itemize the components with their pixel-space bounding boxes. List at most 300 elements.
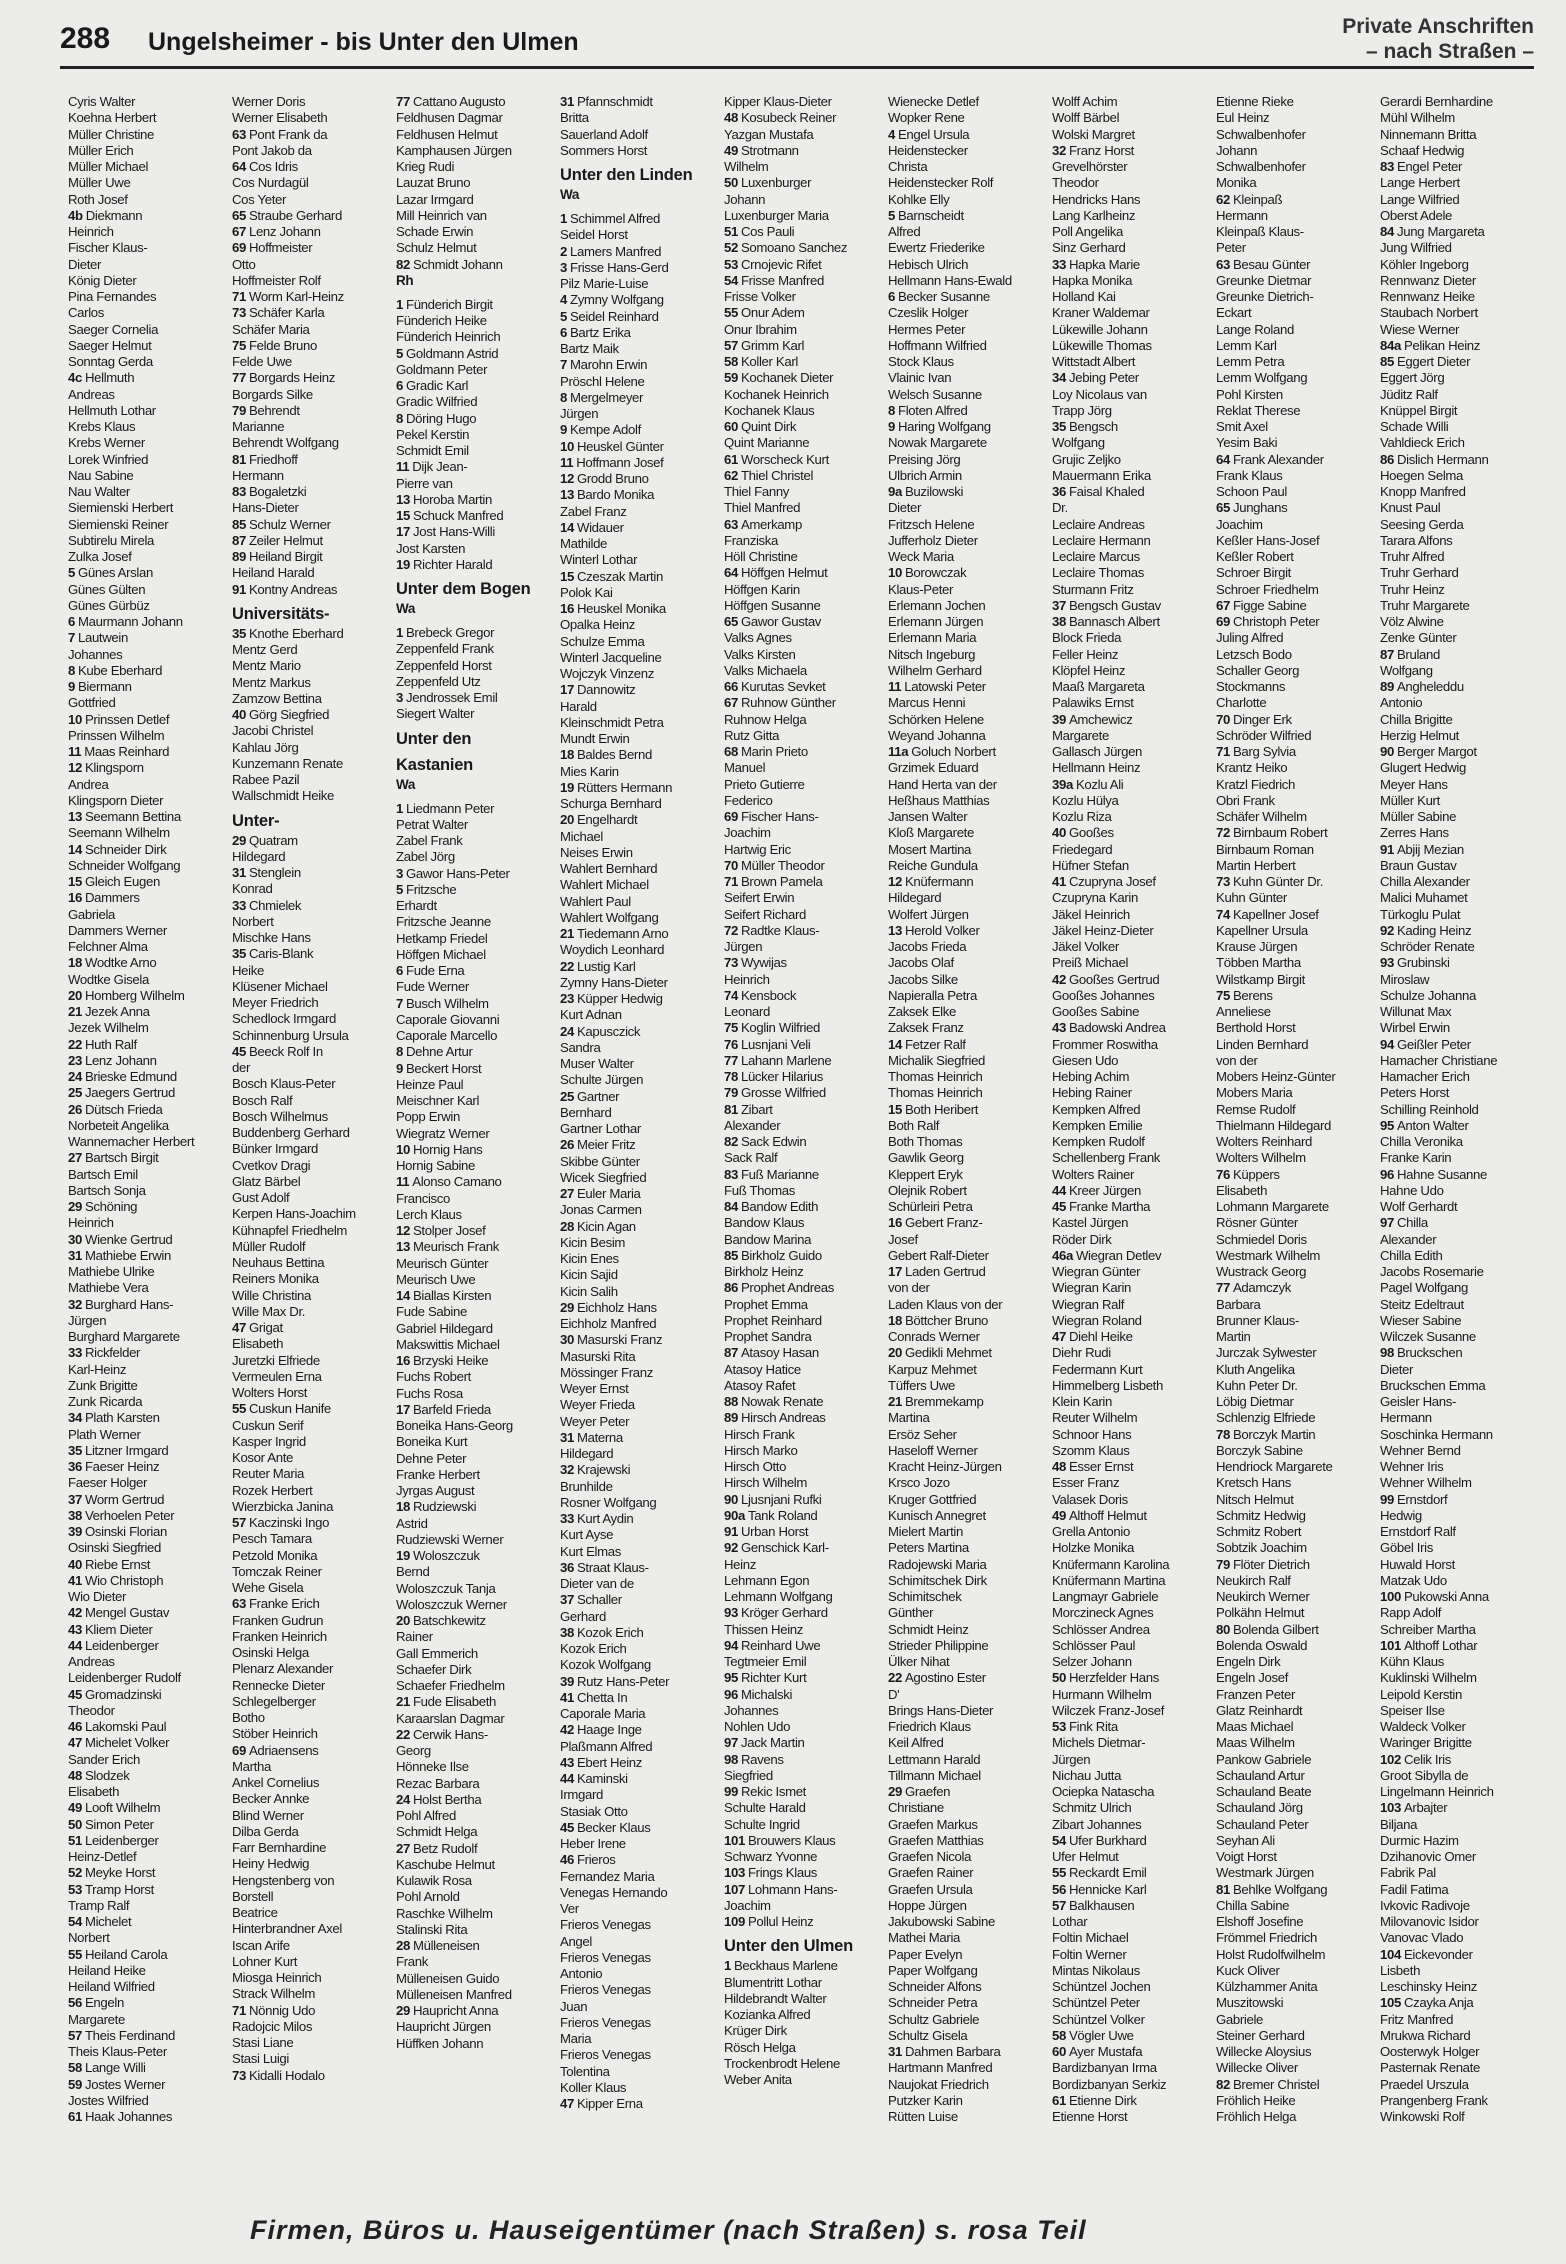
resident-name: Frisse Hans-Gerd — [569, 259, 669, 275]
resident-name: Ersöz Seher — [888, 1426, 957, 1442]
resident-name: Schauland Jörg — [1216, 1800, 1303, 1816]
house-number: 11 — [888, 679, 902, 694]
house-number: 69 — [1216, 614, 1230, 629]
house-number: 9 — [888, 419, 895, 434]
resident-name: Eul Heinz — [1216, 110, 1270, 126]
resident-name: Kleinpaß Klaus- — [1216, 224, 1304, 239]
resident-name: Stenglein — [248, 865, 301, 880]
resident-entry — [888, 305, 1048, 321]
resident-entry — [396, 1386, 556, 1402]
resident-name: Barfeld Frieda — [412, 1401, 491, 1417]
house-number: 45 — [560, 1819, 574, 1835]
resident-name: Wolff Bärbel — [1052, 110, 1120, 126]
resident-entry — [1052, 565, 1212, 581]
house-number: 19 — [560, 779, 574, 795]
resident-entry — [1052, 1427, 1212, 1443]
resident-name: Kröger Gerhard — [740, 1605, 828, 1621]
resident-entry — [560, 1170, 720, 1186]
resident-name: Tolentina — [560, 2063, 610, 2079]
resident-entry — [1216, 1979, 1376, 1995]
resident-entry — [560, 2047, 720, 2063]
resident-name: Schade Erwin — [396, 224, 474, 239]
resident-entry — [68, 1638, 228, 1654]
resident-entry — [724, 1118, 884, 1134]
house-number: 52 — [68, 1865, 82, 1881]
resident-name: Riebe Ernst — [84, 1556, 151, 1572]
house-number: 47 — [560, 2096, 574, 2111]
resident-name: Grzimek Eduard — [888, 760, 979, 776]
resident-name: Weyer Frieda — [560, 1397, 635, 1413]
house-number: 15 — [888, 1101, 902, 1117]
resident-entry — [560, 1982, 720, 1998]
resident-name: Wolters Horst — [232, 1385, 308, 1400]
resident-name: Grodd Bruno — [576, 471, 649, 486]
resident-entry — [232, 930, 392, 946]
resident-name: Homberg Wilhelm — [84, 987, 185, 1003]
resident-name: Hirsch Frank — [724, 1426, 795, 1442]
resident-name: Beeck Rolf In — [248, 1043, 323, 1059]
resident-entry — [888, 110, 1048, 126]
resident-name: Wiegran Ralf — [1052, 1296, 1125, 1312]
resident-entry — [1380, 273, 1538, 289]
resident-entry — [724, 192, 884, 208]
resident-name: Rösch Helga — [724, 2039, 796, 2055]
resident-name: Fude Elisabeth — [412, 1694, 497, 1710]
resident-entry — [232, 517, 392, 533]
resident-entry — [68, 858, 228, 874]
resident-entry — [68, 1394, 228, 1410]
resident-name: Lemm Wolfgang — [1216, 370, 1308, 386]
resident-name: Blumentritt Lothar — [724, 1974, 822, 1990]
resident-name: Frings Klaus — [747, 1865, 818, 1881]
resident-entry — [68, 1280, 228, 1296]
resident-name: Bartz Erika — [569, 324, 631, 340]
resident-name: Nowak Renate — [740, 1394, 824, 1409]
house-number: 63 — [232, 126, 246, 142]
street-heading: Kastanien — [396, 755, 474, 774]
resident-name: Stalinski Rita — [396, 1921, 468, 1937]
house-number: 79 — [724, 1085, 738, 1101]
resident-name: Schnoor Hans — [1052, 1426, 1132, 1442]
resident-name: Widauer — [576, 519, 624, 535]
house-number: 75 — [1216, 987, 1230, 1003]
resident-entry — [68, 1735, 228, 1751]
resident-name: Kozok Erich — [576, 1624, 644, 1640]
resident-entry — [724, 793, 884, 809]
resident-entry — [232, 2068, 392, 2084]
resident-name: Mühl Wilhelm — [1380, 110, 1455, 126]
house-number: 75 — [232, 337, 246, 353]
resident-name: Karpuz Mehmet — [888, 1361, 977, 1377]
resident-name: Haupricht Jürgen — [396, 2019, 491, 2035]
resident-entry — [396, 541, 556, 557]
resident-name: Ufer Helmut — [1052, 1849, 1119, 1864]
resident-name: Opalka Heinz — [560, 617, 635, 633]
resident-entry — [396, 1369, 556, 1385]
resident-entry — [396, 1662, 556, 1678]
resident-name: Schulz Werner — [248, 516, 331, 532]
resident-name: Pankow Gabriele — [1216, 1751, 1312, 1767]
resident-name: Schmidt Emil — [396, 443, 469, 458]
resident-entry — [1216, 533, 1376, 549]
resident-entry — [1380, 2093, 1538, 2109]
resident-entry — [724, 1427, 884, 1443]
house-number: 43 — [560, 1754, 574, 1770]
resident-name: Kozok Wolfgang — [560, 1657, 651, 1673]
resident-name: Prinssen Detlef — [84, 711, 170, 727]
resident-name: Fude Erna — [405, 963, 465, 978]
resident-entry — [1216, 1313, 1376, 1329]
resident-name: Ivkovic Radivoje — [1380, 1897, 1470, 1913]
resident-entry — [1052, 1410, 1212, 1426]
resident-entry — [1216, 907, 1376, 923]
resident-name: Both Ralf — [888, 1117, 940, 1133]
resident-name: Groot Sibylla de — [1380, 1767, 1469, 1783]
resident-entry — [888, 874, 1048, 890]
resident-name: Holzke Monika — [1052, 1540, 1134, 1556]
resident-entry — [1380, 1248, 1538, 1264]
resident-entry — [560, 1820, 720, 1836]
house-number: 67 — [232, 224, 246, 239]
resident-entry — [68, 419, 228, 435]
resident-name: Both Heribert — [904, 1101, 979, 1117]
resident-entry — [232, 1369, 392, 1385]
resident-name: Mössinger Franz — [560, 1364, 653, 1380]
resident-entry — [1052, 127, 1212, 143]
resident-name: Gedikli Mehmet — [904, 1345, 992, 1361]
resident-name: Joachim — [1216, 516, 1263, 532]
resident-entry — [396, 1077, 556, 1093]
resident-entry — [1216, 1085, 1376, 1101]
resident-name: Gabriela — [68, 906, 116, 922]
house-number: 52 — [724, 240, 738, 256]
resident-entry — [1216, 1378, 1376, 1394]
resident-name: Quint Marianne — [724, 435, 810, 451]
resident-entry — [724, 208, 884, 224]
resident-entry — [724, 322, 884, 338]
resident-name: Strotmann — [740, 142, 799, 158]
resident-name: Schneider Dirk — [84, 841, 167, 857]
resident-entry — [68, 1150, 228, 1166]
house-number: 97 — [1380, 1215, 1394, 1231]
resident-entry — [1380, 565, 1538, 581]
resident-entry — [232, 582, 392, 598]
resident-name: Britta — [560, 110, 589, 126]
resident-name: Juan — [560, 1998, 588, 2014]
resident-name: Milovanovic Isidor — [1380, 1914, 1479, 1929]
resident-entry — [1380, 1930, 1538, 1946]
resident-name: Onur Adem — [740, 305, 805, 321]
resident-entry — [1216, 1768, 1376, 1784]
resident-entry — [68, 192, 228, 208]
resident-name: Schaefer Friedhelm — [396, 1678, 505, 1693]
resident-name: Michelet — [84, 1914, 132, 1929]
house-number: 38 — [560, 1624, 574, 1640]
resident-name: Fröhlich Helga — [1216, 2109, 1297, 2124]
house-number: 39 — [1052, 711, 1066, 727]
resident-entry — [68, 647, 228, 663]
house-number: 11 — [560, 454, 574, 470]
resident-name: Peter — [1216, 240, 1246, 256]
resident-name: Glugert Hedwig — [1380, 760, 1466, 776]
resident-name: Worm Karl-Heinz — [248, 289, 344, 304]
resident-entry — [68, 1930, 228, 1946]
house-number: 5 — [396, 345, 403, 361]
resident-entry — [396, 346, 556, 362]
resident-name: Hermes Peter — [888, 321, 966, 337]
resident-name: Lingelmann Heinrich — [1380, 1784, 1494, 1799]
resident-entry — [1380, 988, 1538, 1004]
resident-entry — [232, 1824, 392, 1840]
resident-entry — [888, 825, 1048, 841]
resident-name: Gawor Hans-Peter — [405, 865, 510, 881]
resident-entry — [1052, 1378, 1212, 1394]
resident-name: Nönnig Udo — [248, 2002, 316, 2018]
resident-name: Christoph Peter — [1232, 614, 1320, 629]
resident-entry — [68, 972, 228, 988]
resident-name: Vermeulen Erna — [232, 1368, 322, 1384]
resident-name: Leclaire Andreas — [1052, 516, 1145, 532]
resident-name: Dannowitz — [576, 682, 636, 698]
resident-name: Jürgen — [724, 939, 763, 954]
resident-name: Nitsch Helmut — [1216, 1491, 1294, 1507]
house-number: 13 — [888, 922, 902, 938]
resident-name: Bosch Wilhelmus — [232, 1108, 328, 1124]
resident-name: Birnbaum Robert — [1232, 825, 1328, 841]
house-number: 91 — [724, 1524, 738, 1539]
resident-name: Brunner Klaus- — [1216, 1312, 1300, 1328]
resident-entry — [1216, 744, 1376, 760]
resident-entry — [888, 208, 1048, 224]
resident-entry — [396, 394, 556, 410]
resident-entry — [888, 1102, 1048, 1118]
resident-entry — [1380, 1475, 1538, 1491]
resident-entry — [724, 647, 884, 663]
resident-entry — [1380, 2044, 1538, 2060]
resident-entry — [68, 2077, 228, 2093]
resident-name: Kuhn Günter — [1216, 890, 1287, 906]
resident-entry — [1052, 1020, 1212, 1036]
house-number: 6 — [888, 289, 895, 304]
resident-name: Wolters Rainer — [1052, 1166, 1135, 1182]
resident-name: Tillmann Michael — [888, 1767, 981, 1783]
resident-entry — [560, 1251, 720, 1267]
resident-entry — [724, 1183, 884, 1199]
house-number: 104 — [1380, 1946, 1401, 1962]
resident-name: Heinrich — [724, 971, 770, 987]
resident-entry — [888, 1540, 1048, 1556]
resident-name: Kurutas Sevket — [740, 679, 826, 694]
resident-name: Borczyk Martin — [1232, 1426, 1316, 1442]
resident-entry — [1216, 825, 1376, 841]
resident-entry — [1216, 1492, 1376, 1508]
resident-name: Polok Kai — [560, 584, 613, 600]
resident-entry — [1216, 143, 1376, 159]
resident-name: Maurmann Johann — [77, 614, 183, 629]
resident-entry — [1216, 1670, 1376, 1686]
resident-entry — [724, 500, 884, 516]
resident-name: Ruhnow Günther — [740, 695, 836, 711]
resident-entry — [1380, 192, 1538, 208]
resident-entry — [68, 1719, 228, 1735]
house-number: 50 — [1052, 1670, 1066, 1686]
resident-entry — [68, 988, 228, 1004]
house-number: 3 — [396, 865, 403, 881]
resident-name: Mentz Markus — [232, 674, 311, 690]
resident-name: Heber Irene — [560, 1836, 626, 1851]
house-number: 41 — [68, 1572, 82, 1588]
resident-entry — [1052, 403, 1212, 419]
resident-name: Haseloff Werner — [888, 1442, 978, 1458]
resident-name: Kempken Rudolf — [1052, 1134, 1145, 1149]
resident-entry — [396, 1061, 556, 1077]
resident-entry — [1380, 793, 1538, 809]
resident-entry — [1380, 1345, 1538, 1361]
resident-entry — [232, 2003, 392, 2019]
resident-name: Jäkel Heinz-Dieter — [1052, 922, 1154, 938]
resident-entry — [888, 1833, 1048, 1849]
resident-entry — [1216, 1329, 1376, 1345]
resident-name: Zulka Josef — [68, 549, 132, 564]
resident-name: Kading Heinz — [1396, 922, 1472, 938]
resident-entry — [68, 598, 228, 614]
resident-name: Wustrack Georg — [1216, 1264, 1307, 1279]
resident-entry — [232, 208, 392, 224]
resident-name: Kuklinski Wilhelm — [1380, 1670, 1477, 1686]
resident-entry — [232, 1450, 392, 1466]
resident-name: Kensbock — [740, 987, 797, 1003]
resident-name: Bremer Christel — [1232, 2076, 1320, 2092]
resident-name: Fritzsch Helene — [888, 516, 975, 532]
resident-entry — [396, 1304, 556, 1320]
resident-name: Pröschl Helene — [560, 373, 645, 389]
resident-name: Rennwanz Dieter — [1380, 272, 1476, 288]
resident-entry — [232, 833, 392, 849]
resident-name: Stockmanns — [1216, 679, 1286, 694]
resident-entry — [888, 1492, 1048, 1508]
resident-name: Woloszczuk — [412, 1548, 480, 1563]
resident-name: Hirsch Andreas — [740, 1410, 826, 1426]
house-number: 8 — [68, 662, 75, 678]
resident-name: Ljusnjani Rufki — [740, 1491, 822, 1507]
house-number: 6 — [396, 378, 403, 393]
resident-entry — [68, 1232, 228, 1248]
resident-name: Subtirelu Mirela — [68, 532, 155, 548]
resident-name: Kochanek Dieter — [740, 370, 834, 386]
resident-entry — [1052, 923, 1212, 939]
house-number: 59 — [724, 370, 738, 386]
resident-entry — [1380, 1264, 1538, 1280]
resident-name: Mülleneisen Guido — [396, 1970, 500, 1986]
resident-name: Stolper Josef — [412, 1223, 486, 1238]
resident-name: Barg Sylvia — [1232, 744, 1296, 759]
resident-name: Röder Dirk — [1052, 1231, 1112, 1247]
house-number: 55 — [68, 1946, 82, 1962]
resident-entry — [1052, 582, 1212, 598]
resident-name: D' — [888, 1686, 900, 1702]
resident-name: Borgards Heinz — [248, 370, 335, 386]
resident-entry — [560, 926, 720, 942]
house-number: 19 — [396, 556, 410, 572]
resident-entry — [1380, 1037, 1538, 1053]
resident-entry — [68, 289, 228, 305]
house-number: 4b — [68, 207, 83, 223]
resident-name: Muszitowski — [1216, 1995, 1284, 2011]
resident-name: Schröder Wilfried — [1216, 727, 1312, 743]
resident-name: Kleinschmidt Petra — [560, 714, 664, 730]
resident-name: Schlösser Paul — [1052, 1637, 1136, 1653]
resident-entry — [68, 1378, 228, 1394]
house-number: 1 — [560, 211, 567, 226]
resident-entry — [560, 1137, 720, 1153]
resident-name: Schellenberg Frank — [1052, 1150, 1161, 1166]
resident-entry — [888, 159, 1048, 175]
house-number: 77 — [724, 1052, 738, 1068]
resident-entry — [724, 1914, 884, 1930]
resident-entry — [232, 435, 392, 451]
resident-entry — [232, 1515, 392, 1531]
house-number: 7 — [560, 357, 567, 373]
resident-name: Jostes Wilfried — [68, 2092, 149, 2108]
resident-entry — [724, 224, 884, 240]
resident-name: Paper Wolfgang — [888, 1962, 978, 1978]
resident-name: Michael — [560, 828, 603, 844]
resident-name: Woloszczuk Tanja — [396, 1580, 496, 1596]
resident-entry — [232, 979, 392, 995]
resident-entry — [232, 1954, 392, 1970]
house-number: 99 — [724, 1784, 738, 1799]
house-number: 85 — [1380, 354, 1394, 369]
resident-entry — [724, 370, 884, 386]
resident-name: Thielmann Hildegard — [1216, 1117, 1332, 1133]
resident-entry — [68, 1865, 228, 1881]
resident-entry — [888, 1800, 1048, 1816]
resident-entry — [560, 227, 720, 243]
resident-entry — [888, 582, 1048, 598]
resident-name: Loy Nicolaus van — [1052, 386, 1147, 402]
house-number: 35 — [232, 946, 246, 962]
house-number: 64 — [232, 159, 246, 174]
resident-name: Straat Klaus- — [576, 1559, 649, 1575]
resident-name: Günes Arslan — [77, 565, 153, 581]
resident-name: Erlemann Maria — [888, 630, 977, 646]
resident-entry — [888, 1427, 1048, 1443]
house-number: 61 — [724, 451, 738, 467]
resident-entry — [1216, 452, 1376, 468]
resident-name: Foltin Werner — [1052, 1946, 1127, 1962]
resident-entry — [396, 1873, 556, 1889]
resident-name: Geisler Hans- — [1380, 1394, 1457, 1409]
house-number: 40 — [1052, 825, 1066, 841]
resident-entry — [396, 1581, 556, 1597]
resident-entry — [888, 338, 1048, 354]
house-number: 7 — [68, 630, 75, 646]
resident-entry — [1052, 744, 1212, 760]
house-number: 31 — [560, 94, 574, 109]
resident-name: Birkholz Guido — [740, 1247, 822, 1263]
resident-entry — [68, 1995, 228, 2011]
resident-name: Gabriele — [1216, 2011, 1264, 2027]
resident-entry — [888, 679, 1048, 695]
resident-entry — [888, 647, 1048, 663]
resident-entry — [1216, 1280, 1376, 1296]
resident-name: Schauland Beate — [1216, 1784, 1312, 1799]
resident-name: Wille Max Dr. — [232, 1303, 306, 1319]
resident-entry — [1052, 874, 1212, 890]
resident-name: Marcus Henni — [888, 695, 966, 711]
resident-entry — [724, 533, 884, 549]
resident-entry — [1052, 1085, 1212, 1101]
